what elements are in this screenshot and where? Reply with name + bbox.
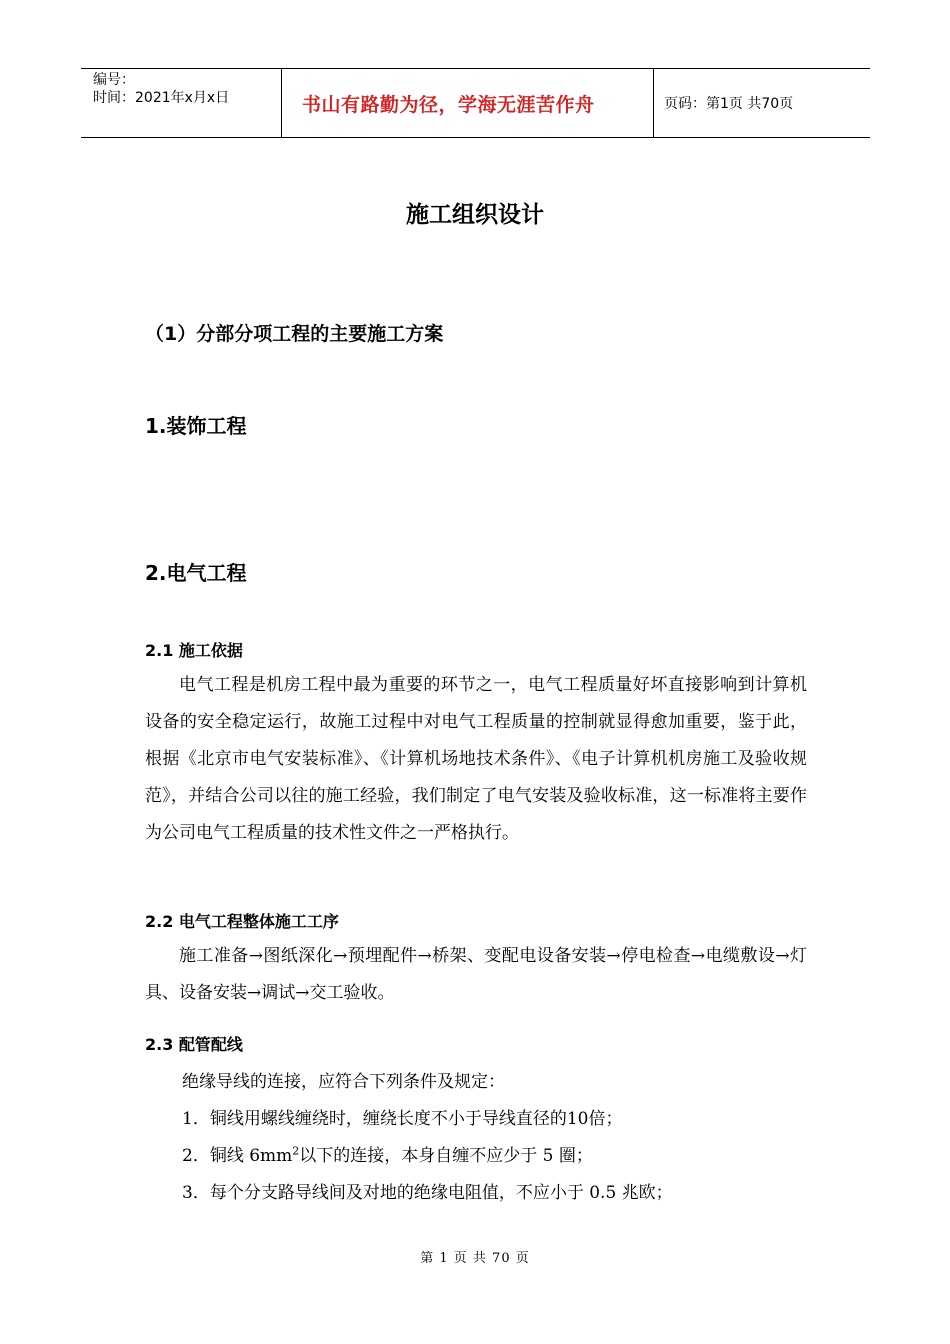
paragraph-2-1: 电气工程是机房工程中最为重要的环节之一，电气工程质量好坏直接影响到计算机设备的安全稳定运行，故施工过程中对电气工程质量的控制就显得愈加重要，鉴于此，根据《北京市电气安装标准》、《计算机场地技术条件》、《电子计算机机房施工及验收规范》，并结合公司以往的施工经验，我们制定了电气安装及验收标准，这一标准将主要作为公司电气工程质量的技术性文件之一严格执行。 (145, 675, 807, 843)
heading-2-1: 2.1 施工依据 (145, 641, 243, 660)
heading-2-3: 2.3 配管配线 (145, 1035, 243, 1054)
list-item-1: 1．铜线用螺线缠绕时，缠绕长度不小于导线直径的10倍； (182, 1109, 623, 1129)
list-item-2-superscript: 2 (292, 1144, 300, 1158)
header-table (81, 68, 870, 138)
header-time-label: 时间：2021年x月x日 (93, 90, 230, 106)
heading-decoration: 1.装饰工程 (145, 414, 247, 438)
list-item-2-part-a: 2．铜线 6mm (182, 1146, 293, 1166)
paragraph-2-3-intro: 绝缘导线的连接，应符合下列条件及规定： (182, 1072, 505, 1092)
header-page-info: 页码：第1页 共70页 (664, 96, 794, 112)
list-item-2-part-b: 以下的连接，本身自缠不应少于 5 圈； (299, 1146, 593, 1166)
document-title: 施工组织设计 (406, 202, 544, 228)
heading-electrical: 2.电气工程 (145, 561, 247, 585)
section-heading-main: （1）分部分项工程的主要施工方案 (145, 323, 444, 345)
list-item-2 (182, 1141, 593, 1166)
header-number-label: 编号： (93, 72, 135, 88)
page-footer: 第 1 页 共 70 页 (420, 1251, 530, 1266)
header-motto: 书山有路勤为径，学海无涯苦作舟 (282, 69, 654, 137)
list-item-3: 3．每个分支路导线间及对地的绝缘电阻值，不应小于 0.5 兆欧； (182, 1183, 673, 1203)
heading-2-2: 2.2 电气工程整体施工工序 (145, 912, 339, 931)
paragraph-2-2: 施工准备→图纸深化→预埋配件→桥架、变配电设备安装→停电检查→电缆敷设→灯具、设备安装→调试→交工验收。 (145, 946, 807, 1003)
header-meta (81, 69, 282, 137)
